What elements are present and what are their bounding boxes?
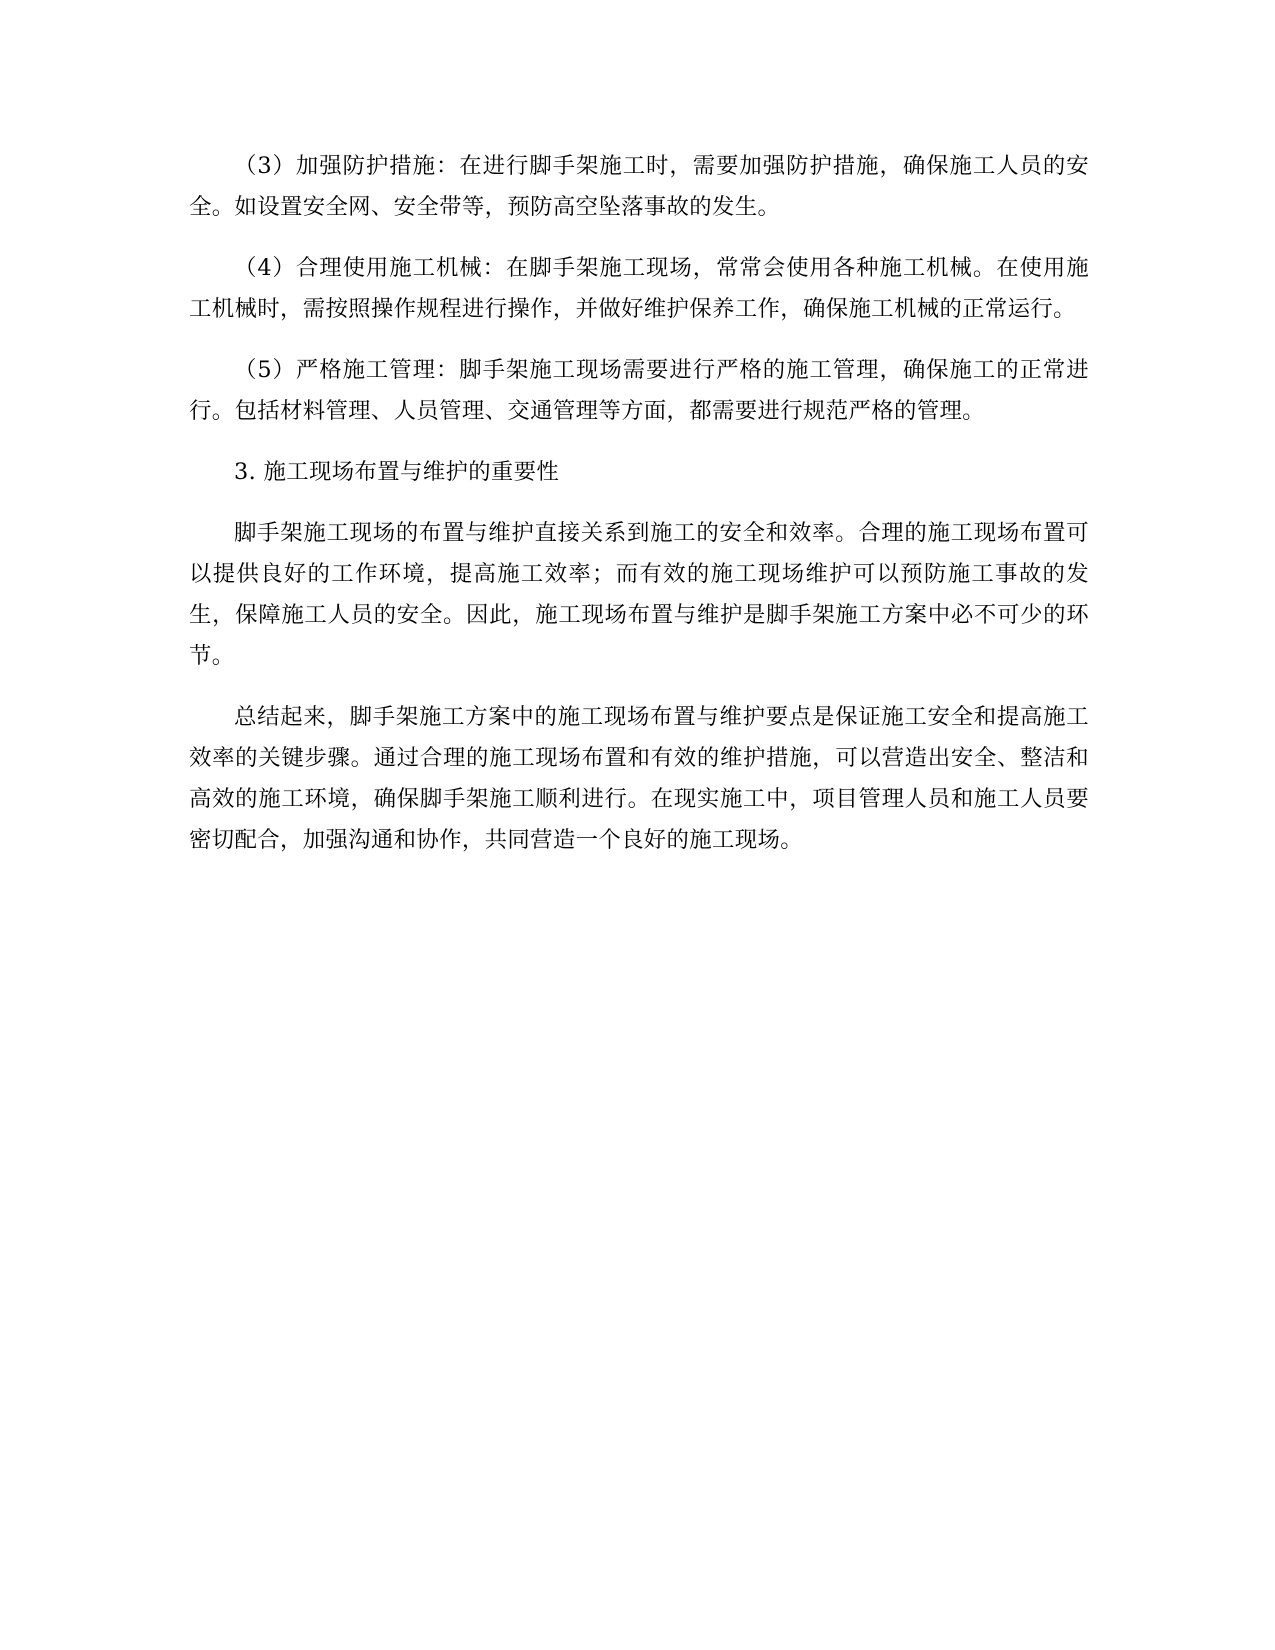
document-body: [189, 146, 1089, 881]
paragraph-machinery-use: （4）合理使用施工机械：在脚手架施工现场，常常会使用各种施工机械。在使用施工机械时，需按照操作规程进行操作，并做好维护保养工作，确保施工机械的正常运行。: [189, 255, 1089, 322]
paragraph-importance: 脚手架施工现场的布置与维护直接关系到施工的安全和效率。合理的施工现场布置可以提供良好的工作环境，提高施工效率；而有效的施工现场维护可以预防施工事故的发生，保障施工人员的安全。因此，施工现场布置与维护是脚手架施工方案中必不可少的环节。: [189, 520, 1089, 669]
section-heading: 3. 施工现场布置与维护的重要性: [234, 459, 560, 485]
paragraph-construction-management: （5）严格施工管理：脚手架施工现场需要进行严格的施工管理，确保施工的正常进行。包括材料管理、人员管理、交通管理等方面，都需要进行规范严格的管理。: [189, 357, 1089, 424]
paragraph-summary: 总结起来，脚手架施工方案中的施工现场布置与维护要点是保证施工安全和提高施工效率的关键步骤。通过合理的施工现场布置和有效的维护措施，可以营造出安全、整洁和高效的施工环境，确保脚手架施工顺利进行。在现实施工中，项目管理人员和施工人员要密切配合，加强沟通和协作，共同营造一个良好的施工现场。: [189, 704, 1089, 853]
paragraph-protection-measures: （3）加强防护措施：在进行脚手架施工时，需要加强防护措施，确保施工人员的安全。如设置安全网、安全带等，预防高空坠落事故的发生。: [189, 153, 1089, 220]
